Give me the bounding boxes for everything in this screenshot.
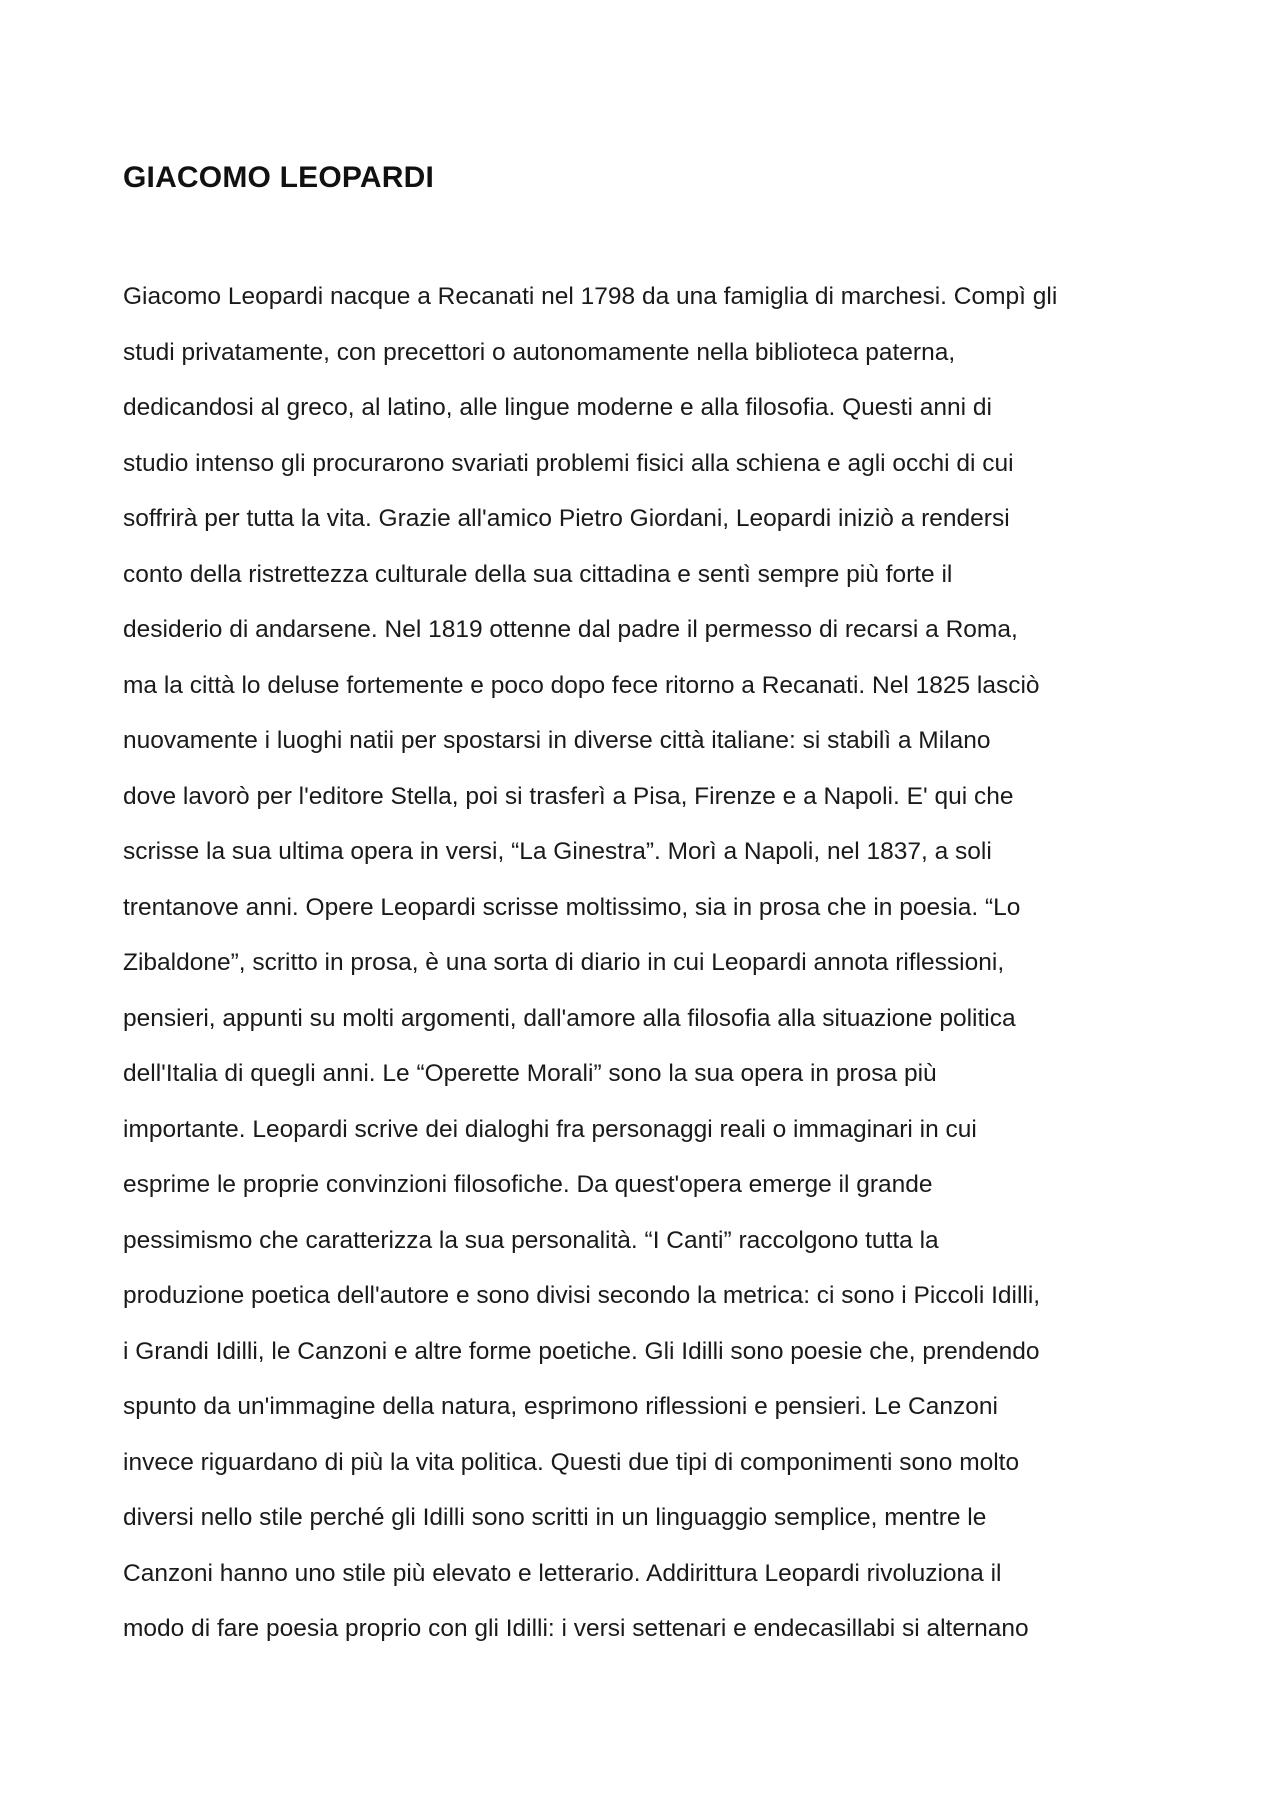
body-line: scrisse la sua ultima opera in versi, “La Ginestra”. Morì a Napoli, nel 1837, a soli — [123, 838, 992, 865]
body-line: dove lavorò per l'editore Stella, poi si trasferì a Pisa, Firenze e a Napoli. E' qui che — [123, 782, 1014, 810]
body-line: esprime le proprie convinzioni filosofiche. Da quest'opera emerge il grande — [123, 1171, 933, 1198]
body-line: importante. Leopardi scrive dei dialoghi fra personaggi reali o immaginari in cui — [123, 1115, 977, 1143]
body-line: pensieri, appunti su molti argomenti, dall'amore alla filosofia alla situazione politica — [123, 1004, 1016, 1032]
body-line: i Grandi Idilli, le Canzoni e altre forme poetiche. Gli Idilli sono poesie che, prendendo — [123, 1337, 1040, 1365]
body-line: Canzoni hanno uno stile più elevato e letterario. Addirittura Leopardi rivoluziona il — [123, 1559, 1002, 1587]
body-line: diversi nello stile perché gli Idilli sono scritti in un linguaggio semplice, mentre le — [123, 1504, 987, 1531]
body-line: produzione poetica dell'autore e sono divisi secondo la metrica: ci sono i Piccoli Idilli, — [123, 1282, 1041, 1309]
body-line: studio intenso gli procurarono svariati problemi fisici alla schiena e agli occhi di cui — [123, 449, 1014, 477]
body-line: studi privatamente, con precettori o autonomamente nella biblioteca paterna, — [123, 338, 956, 366]
body-line: Giacomo Leopardi nacque a Recanati nel 1798 da una famiglia di marchesi. Compì gli — [123, 283, 1058, 310]
body-line: spunto da un'immagine della natura, esprimono riflessioni e pensieri. Le Canzoni — [123, 1393, 998, 1420]
body-line: trentanove anni. Opere Leopardi scrisse moltissimo, sia in prosa che in poesia. “Lo — [123, 893, 1021, 921]
body-line: invece riguardano di più la vita politica. Questi due tipi di componimenti sono molto — [123, 1448, 1020, 1476]
body-line: soffrirà per tutta la vita. Grazie all'amico Pietro Giordani, Leopardi iniziò a rendersi — [123, 505, 1010, 532]
body-line: ma la città lo deluse fortemente e poco dopo fece ritorno a Recanati. Nel 1825 lasciò — [123, 671, 1040, 699]
body-line: dell'Italia di quegli anni. Le “Operette Morali” sono la sua opera in prosa più — [123, 1060, 937, 1087]
body-line: desiderio di andarsene. Nel 1819 ottenne dal padre il permesso di recarsi a Roma, — [123, 616, 1018, 643]
body-line: conto della ristrettezza culturale della sua cittadina e sentì sempre più forte il — [123, 560, 953, 588]
body-line: Zibaldone”, scritto in prosa, è una sorta di diario in cui Leopardi annota riflessioni, — [123, 949, 1005, 976]
body-line: modo di fare poesia proprio con gli Idilli: i versi settenari e endecasillabi si alternano — [123, 1615, 1029, 1642]
body-line: dedicandosi al greco, al latino, alle lingue moderne e alla filosofia. Questi anni di — [123, 394, 992, 421]
document-title: GIACOMO LEOPARDI — [123, 161, 434, 194]
body-line: pessimismo che caratterizza la sua personalità. “I Canti” raccolgono tutta la — [123, 1226, 939, 1254]
body-line: nuovamente i luoghi natii per spostarsi in diverse città italiane: si stabilì a Milano — [123, 727, 991, 754]
document-body — [123, 275, 1183, 1663]
